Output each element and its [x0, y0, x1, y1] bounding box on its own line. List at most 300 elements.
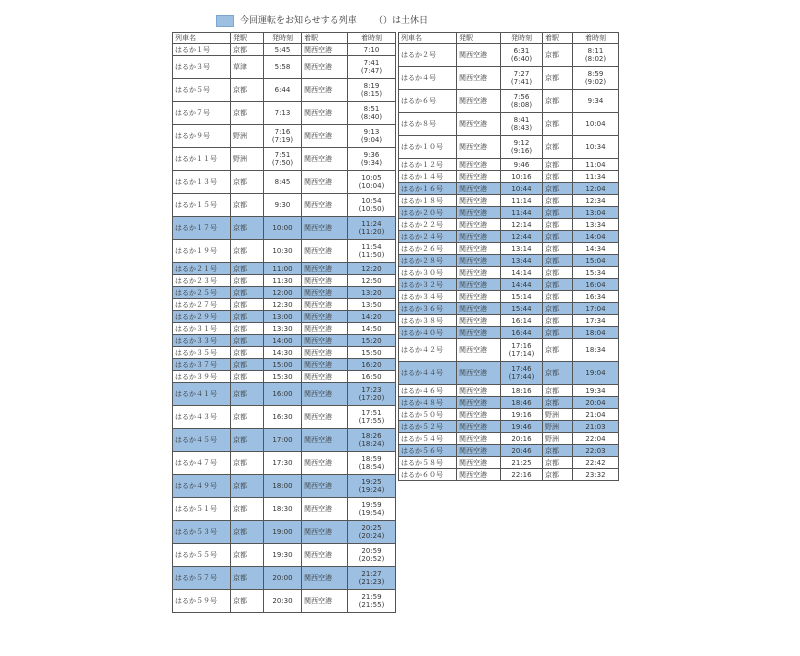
origin-cell	[231, 323, 264, 335]
destination-cell	[543, 385, 573, 397]
destination-cell-text: 関西空港	[304, 300, 332, 309]
train-name-cell-text: はるか５５号	[175, 551, 217, 559]
train-name-cell	[399, 113, 457, 136]
departure-cell-text: 19:16	[511, 410, 532, 419]
train-name-cell-text: はるか４４号	[401, 369, 443, 377]
origin-cell-text: 関西空港	[459, 196, 487, 205]
destination-cell-text: 京都	[545, 143, 559, 151]
destination-cell-text: 関西空港	[304, 201, 332, 209]
arrival-cell-text: 7:41	[363, 59, 380, 67]
destination-cell-text: 関西空港	[304, 459, 332, 467]
origin-cell-text: 関西空港	[459, 244, 487, 253]
origin-cell	[231, 194, 264, 217]
departure-cell	[264, 194, 302, 217]
origin-cell-text: 京都	[233, 178, 247, 186]
table-row	[399, 113, 619, 136]
arrival-cell	[348, 171, 396, 194]
train-name-cell	[173, 590, 231, 613]
train-name-cell	[399, 255, 457, 267]
train-name-cell	[399, 159, 457, 171]
origin-cell-text: 草津	[233, 63, 247, 71]
destination-cell-text: 関西空港	[304, 276, 332, 285]
departure-cell	[264, 311, 302, 323]
destination-cell	[302, 311, 348, 323]
arrival-cell-holiday-text: (9:02)	[584, 78, 607, 86]
table-row	[173, 521, 396, 544]
origin-cell-text: 京都	[233, 459, 247, 467]
train-name-cell-text: はるか４号	[401, 74, 436, 82]
departure-cell	[264, 590, 302, 613]
destination-cell-text: 関西空港	[304, 436, 332, 444]
destination-cell	[302, 194, 348, 217]
departure-cell-holiday-text: (8:43)	[510, 124, 533, 132]
train-name-cell-text: はるか５９号	[175, 597, 217, 605]
destination-cell	[543, 433, 573, 445]
arrival-cell-text: 12:20	[361, 264, 382, 273]
arrival-cell-holiday-text: (9:04)	[360, 136, 383, 144]
origin-cell-text: 京都	[233, 109, 247, 117]
origin-cell-text: 関西空港	[459, 410, 487, 419]
origin-cell	[457, 457, 501, 469]
train-name-cell-text: はるか２８号	[401, 256, 443, 265]
table-row	[399, 267, 619, 279]
origin-cell-text: 京都	[233, 336, 247, 345]
train-name-cell	[173, 347, 231, 359]
destination-cell	[543, 469, 573, 481]
arrival-cell-holiday-text: (18:54)	[358, 463, 385, 471]
train-name-cell	[399, 409, 457, 421]
departure-cell-text: 18:46	[511, 398, 532, 407]
destination-cell	[302, 217, 348, 240]
origin-cell-text: 関西空港	[459, 280, 487, 289]
arrival-cell-holiday-text: (11:20)	[358, 228, 385, 236]
destination-cell	[302, 79, 348, 102]
origin-cell-text: 関西空港	[459, 232, 487, 241]
destination-cell	[543, 183, 573, 195]
table-row	[173, 452, 396, 475]
arrival-cell-text: 9:34	[587, 97, 604, 105]
train-name-cell	[399, 385, 457, 397]
destination-cell	[543, 231, 573, 243]
arrival-cell	[573, 291, 619, 303]
destination-cell-text: 関西空港	[304, 45, 332, 54]
train-name-cell	[399, 90, 457, 113]
departure-cell	[501, 469, 543, 481]
origin-cell	[231, 148, 264, 171]
origin-cell	[457, 409, 501, 421]
origin-cell-text: 京都	[233, 348, 247, 357]
origin-cell-text: 関西空港	[459, 120, 487, 128]
arrival-cell	[348, 498, 396, 521]
destination-cell-text: 京都	[545, 244, 559, 253]
arrival-cell-text: 16:20	[361, 360, 382, 369]
arrival-cell-text: 17:51	[361, 409, 382, 417]
departure-cell-text: 15:30	[272, 372, 293, 381]
arrival-cell	[573, 136, 619, 159]
origin-cell-text: 関西空港	[459, 51, 487, 59]
origin-cell	[231, 452, 264, 475]
destination-cell-text: 関西空港	[304, 324, 332, 333]
train-name-cell	[399, 303, 457, 315]
destination-cell	[543, 409, 573, 421]
train-name-cell-text: はるか３３号	[175, 336, 217, 345]
arrival-cell	[573, 255, 619, 267]
departure-cell	[501, 243, 543, 255]
destination-cell	[543, 44, 573, 67]
table-row	[399, 362, 619, 385]
departure-cell-text: 19:00	[272, 528, 293, 536]
departure-cell	[264, 275, 302, 287]
arrival-cell	[573, 327, 619, 339]
arrival-cell-text: 19:59	[361, 501, 382, 509]
departure-cell-text: 16:14	[511, 316, 532, 325]
origin-cell	[457, 231, 501, 243]
arrival-cell	[348, 240, 396, 263]
arrival-cell	[348, 567, 396, 590]
origin-cell	[231, 217, 264, 240]
table-row	[399, 397, 619, 409]
departure-cell-text: 9:12	[513, 139, 530, 147]
destination-cell	[302, 347, 348, 359]
departure-cell-text: 6:31	[513, 47, 530, 55]
arrival-cell-holiday-text: (17:20)	[358, 394, 385, 402]
destination-cell-text: 京都	[545, 316, 559, 325]
arrival-cell-text: 17:23	[361, 386, 382, 394]
destination-cell-text: 関西空港	[304, 178, 332, 186]
departure-cell-text: 19:30	[272, 551, 293, 559]
destination-cell	[543, 339, 573, 362]
destination-cell-text: 京都	[545, 220, 559, 229]
arrival-cell	[348, 521, 396, 544]
destination-cell-text: 関西空港	[304, 288, 332, 297]
arrival-cell-text: 13:04	[585, 208, 606, 217]
arrival-cell	[348, 371, 396, 383]
table-row	[399, 457, 619, 469]
departure-cell-text: 18:16	[511, 386, 532, 395]
train-name-cell-text: はるか４８号	[401, 398, 443, 407]
train-name-cell	[399, 67, 457, 90]
train-name-cell	[173, 406, 231, 429]
arrival-cell	[348, 323, 396, 335]
train-name-cell	[173, 452, 231, 475]
arrival-cell-holiday-text: (20:24)	[358, 532, 385, 540]
departure-cell-text: 12:30	[272, 300, 293, 309]
header-departure: 発時刻	[501, 33, 543, 44]
origin-cell-text: 関西空港	[459, 316, 487, 325]
train-name-cell-text: はるか３９号	[175, 372, 217, 381]
arrival-cell	[573, 469, 619, 481]
departure-cell	[264, 544, 302, 567]
departure-cell-text: 14:30	[272, 348, 293, 357]
destination-cell-text: 京都	[545, 369, 559, 377]
train-name-cell	[173, 567, 231, 590]
train-name-cell	[173, 521, 231, 544]
departure-cell	[501, 44, 543, 67]
train-name-cell-text: はるか１０号	[401, 143, 443, 151]
origin-cell-text: 関西空港	[459, 328, 487, 337]
arrival-cell-text: 11:04	[585, 160, 606, 169]
origin-cell-text: 関西空港	[459, 386, 487, 395]
train-name-cell-text: はるか１号	[175, 45, 210, 54]
destination-cell	[543, 67, 573, 90]
origin-cell	[231, 125, 264, 148]
table-row	[173, 171, 396, 194]
destination-cell-text: 関西空港	[304, 155, 332, 163]
train-name-cell-text: はるか１５号	[175, 201, 217, 209]
departure-cell-text: 10:30	[272, 247, 293, 255]
table-row	[399, 409, 619, 421]
arrival-cell-holiday-text: (17:55)	[358, 417, 385, 425]
departure-cell	[264, 371, 302, 383]
train-name-cell	[399, 231, 457, 243]
origin-cell-text: 京都	[233, 436, 247, 444]
train-name-cell-text: はるか５８号	[401, 458, 443, 467]
departure-cell-text: 11:44	[511, 208, 532, 217]
departure-cell	[501, 90, 543, 113]
origin-cell-text: 京都	[233, 300, 247, 309]
departure-cell-holiday-text: (8:08)	[510, 101, 533, 109]
arrival-cell-text: 18:34	[585, 346, 606, 354]
origin-cell-text: 京都	[233, 224, 247, 232]
departure-cell-text: 8:41	[513, 116, 530, 124]
table-row	[399, 67, 619, 90]
departure-cell-text: 6:44	[274, 86, 291, 94]
departure-cell	[501, 445, 543, 457]
destination-cell	[302, 498, 348, 521]
train-name-cell-text: はるか３２号	[401, 280, 443, 289]
arrival-cell-text: 14:34	[585, 244, 606, 253]
origin-cell	[457, 385, 501, 397]
departure-cell	[501, 171, 543, 183]
origin-cell	[231, 359, 264, 371]
departure-cell-text: 20:16	[511, 434, 532, 443]
departure-cell	[501, 113, 543, 136]
arrival-cell-text: 16:50	[361, 372, 382, 381]
origin-cell-text: 京都	[233, 528, 247, 536]
departure-cell-holiday-text: (17:44)	[508, 373, 535, 381]
arrival-cell-text: 22:04	[585, 434, 606, 443]
departure-cell	[501, 159, 543, 171]
train-name-cell-text: はるか３０号	[401, 268, 443, 277]
destination-cell	[543, 113, 573, 136]
arrival-cell-text: 12:04	[585, 184, 606, 193]
destination-cell-text: 京都	[545, 304, 559, 313]
origin-cell	[457, 219, 501, 231]
train-name-cell	[399, 457, 457, 469]
destination-cell-text: 京都	[545, 292, 559, 301]
origin-cell-text: 関西空港	[459, 458, 487, 467]
destination-cell	[543, 327, 573, 339]
train-name-cell	[173, 240, 231, 263]
arrival-cell-text: 19:04	[585, 369, 606, 377]
arrival-cell-text: 21:59	[361, 593, 382, 601]
train-name-cell-text: はるか４５号	[175, 436, 217, 444]
origin-cell-text: 京都	[233, 288, 247, 297]
train-name-cell	[173, 263, 231, 275]
arrival-cell	[348, 56, 396, 79]
origin-cell	[457, 195, 501, 207]
origin-cell-text: 関西空港	[459, 97, 487, 105]
train-name-cell	[173, 371, 231, 383]
train-name-cell	[399, 421, 457, 433]
departure-cell	[264, 359, 302, 371]
origin-cell	[457, 291, 501, 303]
departure-cell	[264, 335, 302, 347]
train-name-cell	[173, 102, 231, 125]
train-name-cell-text: はるか５６号	[401, 446, 443, 455]
arrival-cell-text: 21:04	[585, 410, 606, 419]
arrival-cell	[573, 362, 619, 385]
train-name-cell-text: はるか４３号	[175, 413, 217, 421]
train-name-cell	[173, 323, 231, 335]
departure-cell	[501, 67, 543, 90]
destination-cell	[302, 125, 348, 148]
origin-cell-text: 京都	[233, 264, 247, 273]
train-name-cell	[399, 243, 457, 255]
arrival-cell-text: 20:04	[585, 398, 606, 407]
table-row	[173, 287, 396, 299]
arrival-cell-text: 8:51	[363, 105, 380, 113]
destination-cell	[302, 335, 348, 347]
origin-cell	[457, 243, 501, 255]
departure-cell	[264, 299, 302, 311]
departure-cell-text: 13:44	[511, 256, 532, 265]
table-row	[173, 148, 396, 171]
destination-cell	[302, 275, 348, 287]
origin-cell	[231, 240, 264, 263]
table-row	[173, 406, 396, 429]
train-name-cell-text: はるか５３号	[175, 528, 217, 536]
departure-cell	[264, 567, 302, 590]
departure-cell	[501, 385, 543, 397]
destination-cell	[543, 159, 573, 171]
origin-cell	[457, 397, 501, 409]
origin-cell-text: 京都	[233, 413, 247, 421]
arrival-cell-text: 11:24	[361, 220, 382, 228]
departure-cell-text: 11:30	[272, 276, 293, 285]
destination-cell-text: 京都	[545, 280, 559, 289]
departure-cell-holiday-text: (9:16)	[510, 147, 533, 155]
arrival-cell	[573, 385, 619, 397]
train-name-cell-text: はるか１４号	[401, 172, 443, 181]
destination-cell	[302, 263, 348, 275]
arrival-cell-text: 10:04	[585, 120, 606, 128]
departure-cell	[501, 327, 543, 339]
origin-cell	[457, 171, 501, 183]
destination-cell	[543, 279, 573, 291]
train-name-cell-text: はるか２５号	[175, 288, 217, 297]
departure-cell	[501, 397, 543, 409]
arrival-cell-text: 18:59	[361, 455, 382, 463]
train-name-cell-text: はるか４０号	[401, 328, 443, 337]
header-origin: 発駅	[457, 33, 501, 44]
departure-cell-text: 14:00	[272, 336, 293, 345]
destination-cell-text: 関西空港	[304, 109, 332, 117]
train-name-cell	[173, 299, 231, 311]
origin-cell	[231, 44, 264, 56]
arrival-cell-text: 15:50	[361, 348, 382, 357]
origin-cell-text: 京都	[233, 574, 247, 582]
destination-cell	[302, 429, 348, 452]
departure-cell	[264, 406, 302, 429]
origin-cell-text: 京都	[233, 360, 247, 369]
departure-cell-text: 17:16	[511, 342, 532, 350]
origin-cell-text: 関西空港	[459, 143, 487, 151]
table-row	[173, 44, 396, 56]
timetable-outbound	[172, 32, 396, 613]
departure-cell-text: 14:14	[511, 268, 532, 277]
arrival-cell	[348, 217, 396, 240]
arrival-cell	[348, 287, 396, 299]
origin-cell-text: 京都	[233, 505, 247, 513]
departure-cell	[264, 347, 302, 359]
arrival-cell	[573, 44, 619, 67]
train-name-cell	[399, 397, 457, 409]
arrival-cell-text: 11:54	[361, 243, 382, 251]
train-name-cell	[173, 429, 231, 452]
train-name-cell-text: はるか３８号	[401, 316, 443, 325]
arrival-cell	[348, 275, 396, 287]
train-name-cell	[173, 171, 231, 194]
departure-cell-text: 20:30	[272, 597, 293, 605]
train-name-cell	[173, 79, 231, 102]
origin-cell	[457, 44, 501, 67]
departure-cell-text: 9:30	[274, 201, 291, 209]
origin-cell	[457, 303, 501, 315]
departure-cell-text: 7:13	[274, 109, 291, 117]
train-name-cell-text: はるか２７号	[175, 300, 217, 309]
destination-cell-text: 京都	[545, 256, 559, 265]
destination-cell-text: 京都	[545, 458, 559, 467]
arrival-cell	[573, 433, 619, 445]
origin-cell	[231, 311, 264, 323]
destination-cell	[302, 148, 348, 171]
arrival-cell-holiday-text: (18:24)	[358, 440, 385, 448]
destination-cell	[302, 475, 348, 498]
departure-cell-text: 16:00	[272, 390, 293, 398]
destination-cell-text: 京都	[545, 120, 559, 128]
arrival-cell	[573, 243, 619, 255]
table-row	[399, 195, 619, 207]
train-name-cell	[173, 125, 231, 148]
arrival-cell	[348, 383, 396, 406]
destination-cell-text: 関西空港	[304, 360, 332, 369]
table-row	[399, 385, 619, 397]
destination-cell	[543, 362, 573, 385]
train-name-cell-text: はるか２４号	[401, 232, 443, 241]
origin-cell	[457, 207, 501, 219]
arrival-cell	[348, 299, 396, 311]
table-row	[399, 469, 619, 481]
origin-cell	[457, 469, 501, 481]
arrival-cell	[573, 195, 619, 207]
departure-cell	[264, 44, 302, 56]
departure-cell	[264, 148, 302, 171]
table-row	[173, 567, 396, 590]
departure-cell	[264, 79, 302, 102]
origin-cell-text: 関西空港	[459, 369, 487, 377]
train-name-cell-text: はるか２２号	[401, 220, 443, 229]
train-name-cell-text: はるか６０号	[401, 470, 443, 479]
destination-cell-text: 京都	[545, 386, 559, 395]
table-row	[173, 544, 396, 567]
train-name-cell	[399, 315, 457, 327]
departure-cell-text: 11:14	[511, 196, 532, 205]
departure-cell-text: 12:00	[272, 288, 293, 297]
origin-cell-text: 京都	[233, 482, 247, 490]
arrival-cell	[348, 429, 396, 452]
origin-cell	[457, 279, 501, 291]
